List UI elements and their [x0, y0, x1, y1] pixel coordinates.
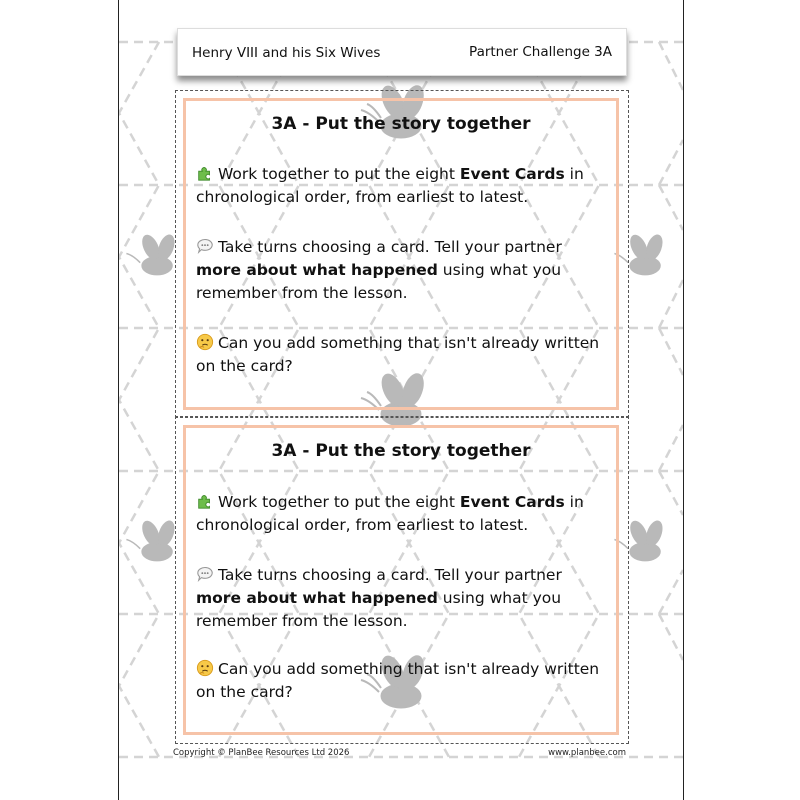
worksheet-page: [118, 0, 684, 800]
worksheet-title: Henry VIII and his Six Wives: [192, 45, 381, 61]
card-heading: 3A - Put the story together: [271, 114, 531, 134]
instruction-2: Take turns choosing a card. Tell your partner more about what happened using what you remember from the lesson.: [196, 238, 562, 302]
worksheet-header: [177, 28, 627, 76]
instruction-2: Take turns choosing a card. Tell your partner more about what happened using what you remember from the lesson.: [196, 566, 562, 630]
puzzle-piece-icon: [196, 164, 214, 182]
website-text: www.planbee.com: [548, 748, 626, 758]
speech-bubble-icon: [196, 237, 214, 255]
instruction-3: Can you add something that isn't already written on the card?: [196, 334, 600, 375]
puzzle-piece-icon: [196, 492, 214, 510]
thinking-face-icon: [196, 333, 214, 351]
card-heading: 3A - Put the story together: [271, 441, 531, 461]
instruction-1: Work together to put the eight Event Cards in chronological order, from earliest to latest.: [196, 165, 584, 206]
speech-bubble-icon: [196, 565, 214, 583]
copyright-text: Copyright © PlanBee Resources Ltd 2026: [173, 748, 350, 758]
challenge-code: Partner Challenge 3A: [469, 44, 612, 60]
instruction-1: Work together to put the eight Event Cards in chronological order, from earliest to latest.: [196, 493, 584, 534]
challenge-card: [183, 425, 619, 735]
instruction-3: Can you add something that isn't already written on the card?: [196, 660, 600, 701]
challenge-card: [183, 98, 619, 410]
thinking-face-icon: [196, 659, 214, 677]
